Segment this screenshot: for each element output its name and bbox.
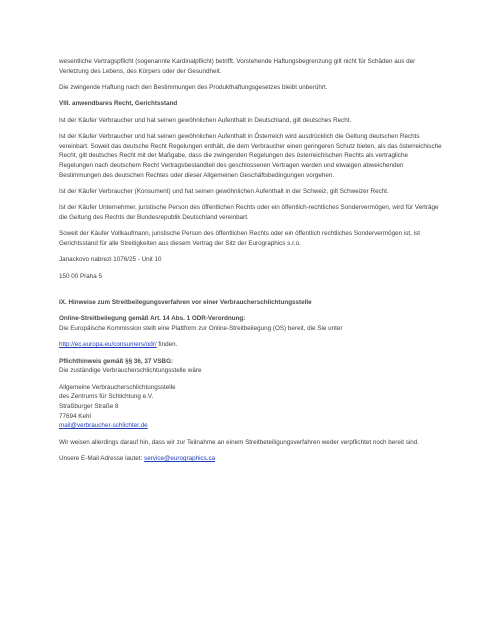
odr-link-line — [59, 340, 443, 350]
email-prefix: Unsere E-Mail Adresse lautet: — [59, 454, 145, 462]
odr-suffix: finden. — [156, 341, 178, 349]
stelle-email-link[interactable]: mail@verbraucher-schlichter.de — [59, 422, 148, 430]
law-business-paragraph: Ist der Käufer Unternehmer, juristische Person des öffentlichen Rechts oder ein öffentlich-rechtliches Sondervermögen, wird für Verträge die Geltung des Rechts der Bundesrepublik Deutschland vereinbart. — [59, 204, 439, 221]
address-line-1: Janackovo nabrezi 1076/25 - Unit 10 — [59, 256, 162, 264]
email-line — [59, 454, 443, 464]
law-switzerland-paragraph: Ist der Käufer Verbraucher (Konsument) und hat seinen gewöhnlichen Aufenthalt in der Schweiz, gilt Schweizer Recht. — [59, 187, 389, 195]
email-link[interactable]: service@eurographics.ca — [144, 454, 216, 462]
stelle-line-4: 77694 Kehl — [59, 412, 91, 420]
pflicht-text: Die zuständige Verbraucherschlichtungsstelle wäre — [59, 367, 202, 375]
law-austria-paragraph: Ist der Käufer Verbraucher und hat seinen gewöhnlichen Aufenthalt in Österreich wird ausdrücklich die Geltung deutschen Rechts vereinbart. Soweit das deutsche Recht Regelungen enthält, die dem Verbraucher einen geringeren Schutz bieten, als das österreichische Recht, gilt deutsches Recht mit der Maßgabe, dass die zwingenden Regelungen des österreichischen Rechts als vertragliche Regelungen nach deutschem Recht Vertragsbestandteil des geschlossenen Vertragen werden und etwaigen abweichenden Bestimmungen des deutschen Rechtes oder dieser Allgemeinen Geschäftsbedingungen vorgehen. — [59, 133, 442, 179]
no-obligation-paragraph: Wir weisen allerdings darauf hin, dass wir zur Teilnahme an einem Streitbeteiligungsverfahren weder verpflichtet noch bereit sind. — [59, 438, 420, 446]
stelle-line-1: Allgemeine Verbraucherschlichtungsstelle — [59, 383, 176, 391]
product-liability-paragraph: Die zwingende Haftung nach den Bestimmungen des Produkthaftungsgesetzes bleibt unberührt. — [59, 83, 328, 91]
stelle-line-3: Straßburger Straße 8 — [59, 403, 119, 410]
odr-link[interactable]: http://ec.europa.eu/consumers/odr/ — [59, 341, 157, 349]
section-viii-heading: VIII. anwendbares Recht, Gerichtsstand — [59, 100, 178, 108]
pflicht-title: Pflichthinweis gemäß §§ 36, 37 VSBG: — [59, 357, 174, 365]
document-body — [59, 57, 443, 464]
law-germany-paragraph: Ist der Käufer Verbraucher und hat seinen gewöhnlichen Aufenthalt in Deutschland, gilt deutsches Recht. — [59, 116, 352, 124]
liability-paragraph: wesentliche Vertragspflicht (sogenannte Kardinalpflicht) betrifft. Vorstehende Haftungsbegrenzung gilt nicht für Schäden aus der Verletzung des Lebens, des Körpers oder der Gesundheit. — [59, 58, 416, 75]
section-ix-heading: IX. Hinweise zum Streitbeilegungsverfahren vor einer Verbraucherschlichtungsstelle — [59, 299, 312, 307]
stelle-line-2: des Zentrums für Schlichtung e.V. — [59, 393, 154, 401]
jurisdiction-paragraph: Soweit der Käufer Vollkaufmann, juristische Person des öffentlichen Rechts oder ein öffentlich rechtliches Sondervermögen ist, ist Gerichtsstand für alle Streitigkeiten aus diesem Vertrag der Sitz der Eurographics s.r.o. — [59, 230, 420, 247]
odr-text: Die Europäische Kommission stellt eine Plattform zur Online-Streitbeilegung (OS) bereit, die Sie unter — [59, 325, 343, 333]
odr-title: Online-Streitbeilegung gemäß Art. 14 Abs. 1 ODR-Verordnung: — [59, 315, 246, 323]
address-line-2: 150 00 Praha 5 — [59, 272, 103, 280]
